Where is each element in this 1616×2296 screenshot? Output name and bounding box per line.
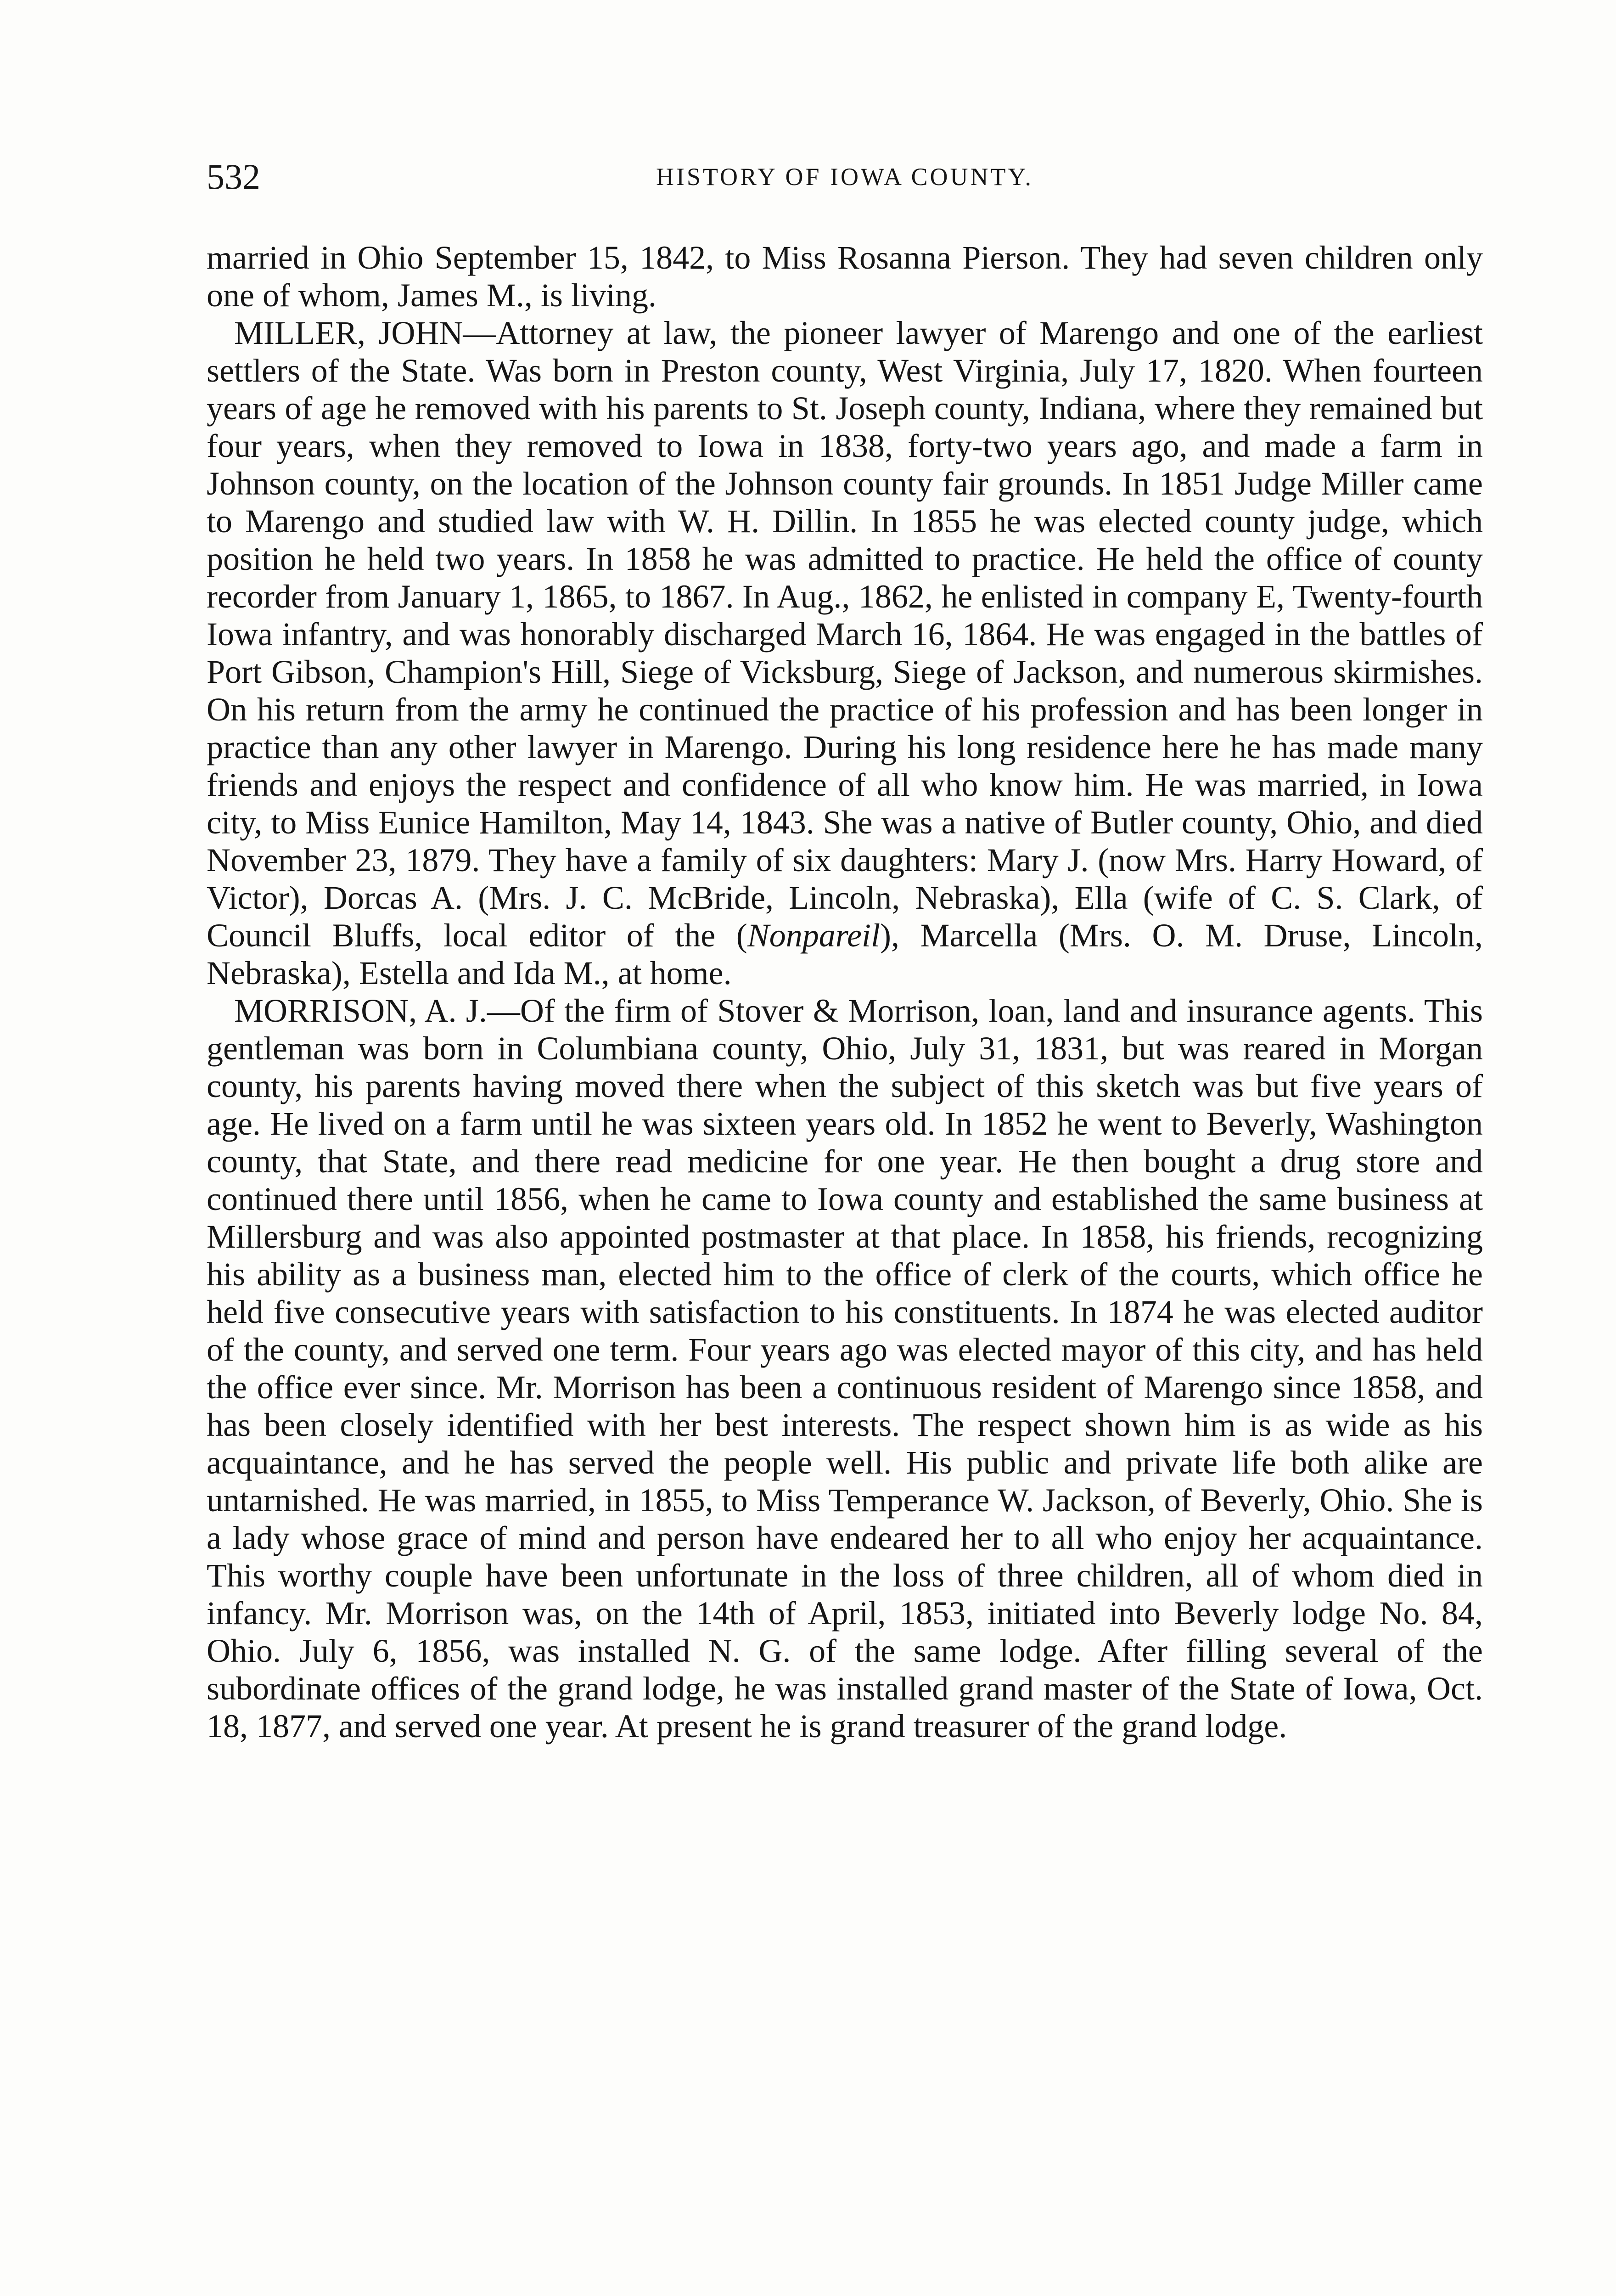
newspaper-name: Nonpareil: [747, 917, 881, 954]
page-header: [207, 152, 1483, 202]
page-body: [207, 239, 1483, 1745]
page-number: 532: [207, 157, 260, 197]
running-head: HISTORY OF IOWA COUNTY.: [656, 163, 1034, 191]
miller-text: MILLER, JOHN—Attorney at law, the pioneer lawyer of Marengo and one of the earliest settlers of the State. Was born in Preston county, West Virginia, July 17, 1820. When fourteen years of age he removed with his parents to St. Joseph county, Indiana, where they remained but four years, when they removed to Iowa in 1838, forty-two years ago, and made a farm in Johnson county, on the location of the Johnson county fair grounds. In 1851 Judge Miller came to Marengo and studied law with W. H. Dillin. In 1855 he was elected county judge, which position he held two years. In 1858 he was admitted to practice. He held the office of county recorder from January 1, 1865, to 1867. In Aug., 1862, he enlisted in company E, Twenty-fourth Iowa infantry, and was honorably discharged March 16, 1864. He was engaged in the battles of Port Gibson, Champion's Hill, Siege of Vicksburg, Siege of Jackson, and numerous skirmishes. On his return from the army he continued the practice of his profession and has been longer in practice than any other lawyer in Marengo. During his long residence here he has made many friends and enjoys the respect and confidence of all who know him. He was married, in Iowa city, to Miss Eunice Hamilton, May 14, 1843. She was a native of Butler county, Ohio, and died November 23, 1879. They have a family of six daughters: Mary J. (now Mrs. Harry Howard, of Victor), Dorcas A. (Mrs. J. C. McBride, Lincoln, Nebraska), Ella (wife of C. S. Clark, of Council Bluffs, local editor of the: [207, 315, 1483, 954]
biography-miller-john: MILLER, JOHN—Attorney at law, the pioneer lawyer of Marengo and one of the earliest settlers of the State. Was born in Preston county, West Virginia, July 17, 1820. When fourteen years of age he removed with his parents to St. Joseph county, Indiana, where they remained but four years, when they removed to Iowa in 1838, forty-two years ago, and made a farm in Johnson county, on the location of the Johnson county fair grounds. In 1851 Judge Miller came to Marengo and studied law with W. H. Dillin. In 1855 he was elected county judge, which position he held two years. In 1858 he was admitted to practice. He held the office of county recorder from January 1, 1865, to 1867. In Aug., 1862, he enlisted in company E, Twenty-fourth Iowa infantry, and was honorably discharged March 16, 1864. He was engaged in the battles of Port Gibson, Champion's Hill, Siege of Vicksburg, Siege of Jackson, and numerous skirmishes. On his return from the army he continued the practice of his profession and has been longer in practice than any other lawyer in Marengo. During his long residence here he has made many friends and enjoys the respect and confidence of all who know him. He was married, in Iowa city, to Miss Eunice Hamilton, May 14, 1843. She was a native of Butler county, Ohio, and died November 23, 1879. They have a family of six daughters: Mary J. (now Mrs. Harry Howard, of Victor), Dorcas A. (Mrs. J. C. McBride, Lincoln, Nebraska), Ella (wife of C. S. Clark, of Council Bluffs, local editor of the (Nonpareil), Marcella (Mrs. O. M. Druse, Lincoln, Nebraska), Estella and Ida M., at home.: [207, 315, 1483, 991]
continued-paragraph: married in Ohio September 15, 1842, to Miss Rosanna Pierson. They had seven children only one of whom, James M., is living.: [207, 239, 1483, 314]
miller-text-end: ), Marcella (Mrs. O. M. Druse, Lincoln, Nebraska), Estella and Ida M., at home.: [207, 917, 1483, 991]
biography-morrison-aj: MORRISON, A. J.—Of the firm of Stover & Morrison, loan, land and insurance agents. This gentleman was born in Columbiana county, Ohio, July 31, 1831, but was reared in Morgan county, his parents having moved there when the subject of this sketch was but five years of age. He lived on a farm until he was sixteen years old. In 1852 he went to Beverly, Washington county, that State, and there read medicine for one year. He then bought a drug store and continued there until 1856, when he came to Iowa county and established the same business at Millersburg and was also appointed postmaster at that place. In 1858, his friends, recognizing his ability as a business man, elected him to the office of clerk of the courts, which office he held five consecutive years with satisfaction to his constituents. In 1874 he was elected auditor of the county, and served one term. Four years ago was elected mayor of this city, and has held the office ever since. Mr. Morrison has been a continuous resident of Marengo since 1858, and has been closely identified with her best interests. The respect shown him is as wide as his acquaintance, and he has served the people well. His public and private life both alike are untarnished. He was married, in 1855, to Miss Temperance W. Jackson, of Beverly, Ohio. She is a lady whose grace of mind and person have endeared her to all who enjoy her acquaintance. This worthy couple have been unfortunate in the loss of three children, all of whom died in infancy. Mr. Morrison was, on the 14th of April, 1853, initiated into Beverly lodge No. 84, Ohio. July 6, 1856, was installed N. G. of the same lodge. After filling several of the subordinate offices of the grand lodge, he was installed grand master of the State of Iowa, Oct. 18, 1877, and served one year. At present he is grand treasurer of the grand lodge.: [207, 992, 1483, 1745]
